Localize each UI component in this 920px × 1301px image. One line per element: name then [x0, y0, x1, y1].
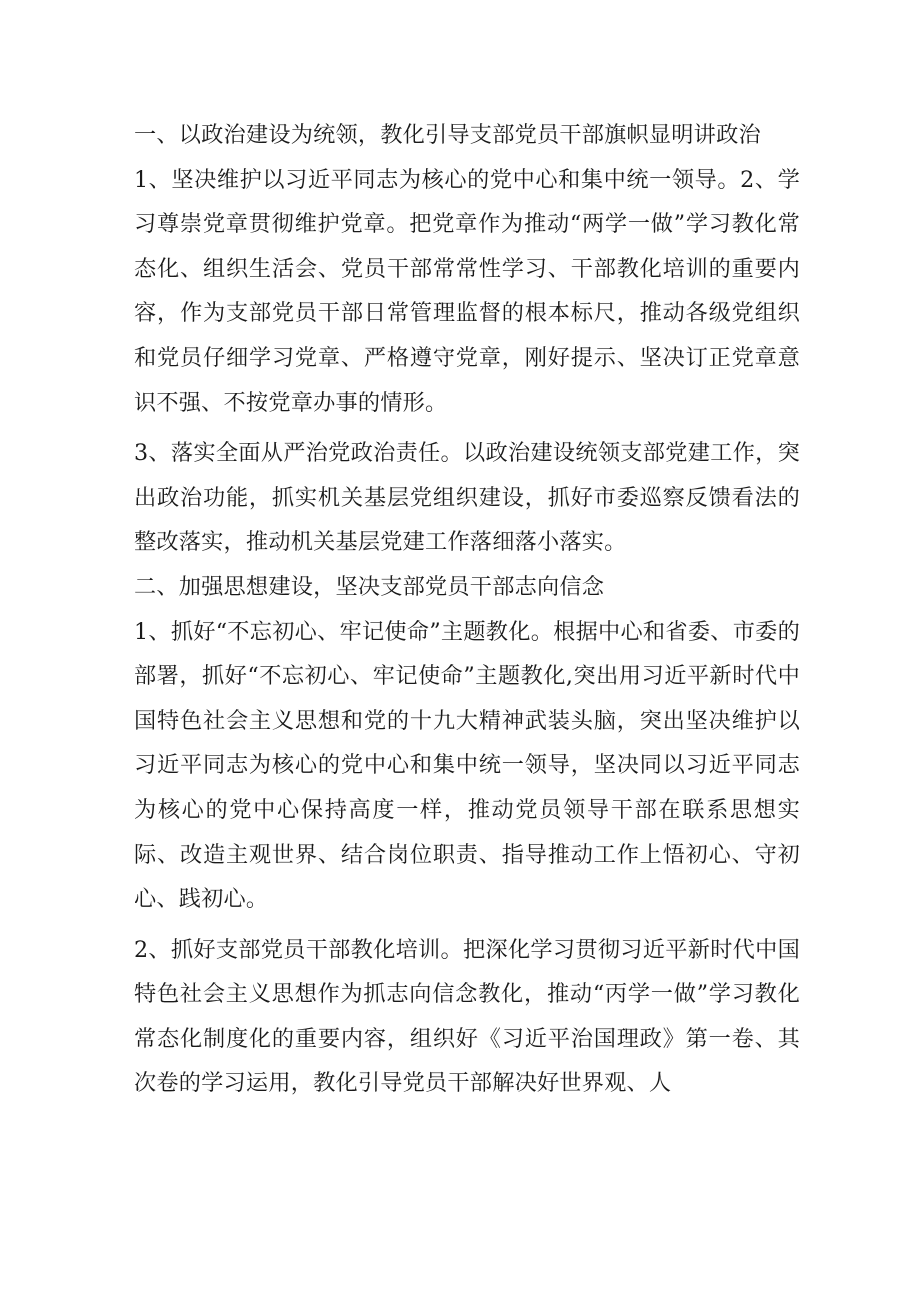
- paragraph-3: 1、抓好“不忘初心、牢记使命”主题教化。根据中心和省委、市委的部署，抓好“不忘初心、牢记使命”主题教化,突出用习近平新时代中国特色社会主义思想和党的十九大精神武装头脑，突出坚决维护以习近平同志为核心的党中心和集中统一领导，坚决同以习近平同志为核心的党中心保持高度一样，推动党员领导干部在联系思想实际、改造主观世界、结合岗位职责、指导推动工作上悟初心、守初心、践初心。: [134, 618, 800, 913]
- section-heading-1: 一、以政治建设为统领，教化引导支部党员干部旗帜显明讲政治: [134, 122, 761, 148]
- paragraph-1: 1、坚决维护以习近平同志为核心的党中心和集中统一领导。2、学习尊崇党章贯彻维护党章。把党章作为推动“两学一做”学习教化常态化、组织生活会、党员干部常常性学习、干部教化培训的重要内容，作为支部党员干部日常管理监督的根本标尺，推动各级党组织和党员仔细学习党章、严格遵守党章，刚好提示、坚决订正党章意识不强、不按党章办事的情形。: [134, 166, 800, 416]
- paragraph-2: 3、落实全面从严治党政治责任。以政治建设统领支部党建工作，突出政治功能，抓实机关基层党组织建设，抓好市委巡察反馈看法的整改落实，推动机关基层党建工作落细落小落实。: [134, 440, 800, 556]
- document-page: [134, 113, 800, 1106]
- paragraph-4: 2、抓好支部党员干部教化培训。把深化学习贯彻习近平新时代中国特色社会主义思想作为抓志向信念教化，推动“丙学一做”学习教化常态化制度化的重要内容，组织好《习近平治国理政》第一卷、其次卷的学习运用，教化引导党员干部解决好世界观、人: [134, 936, 800, 1097]
- section-heading-2: 二、加强思想建设，坚决支部党员干部志向信念: [134, 573, 605, 600]
